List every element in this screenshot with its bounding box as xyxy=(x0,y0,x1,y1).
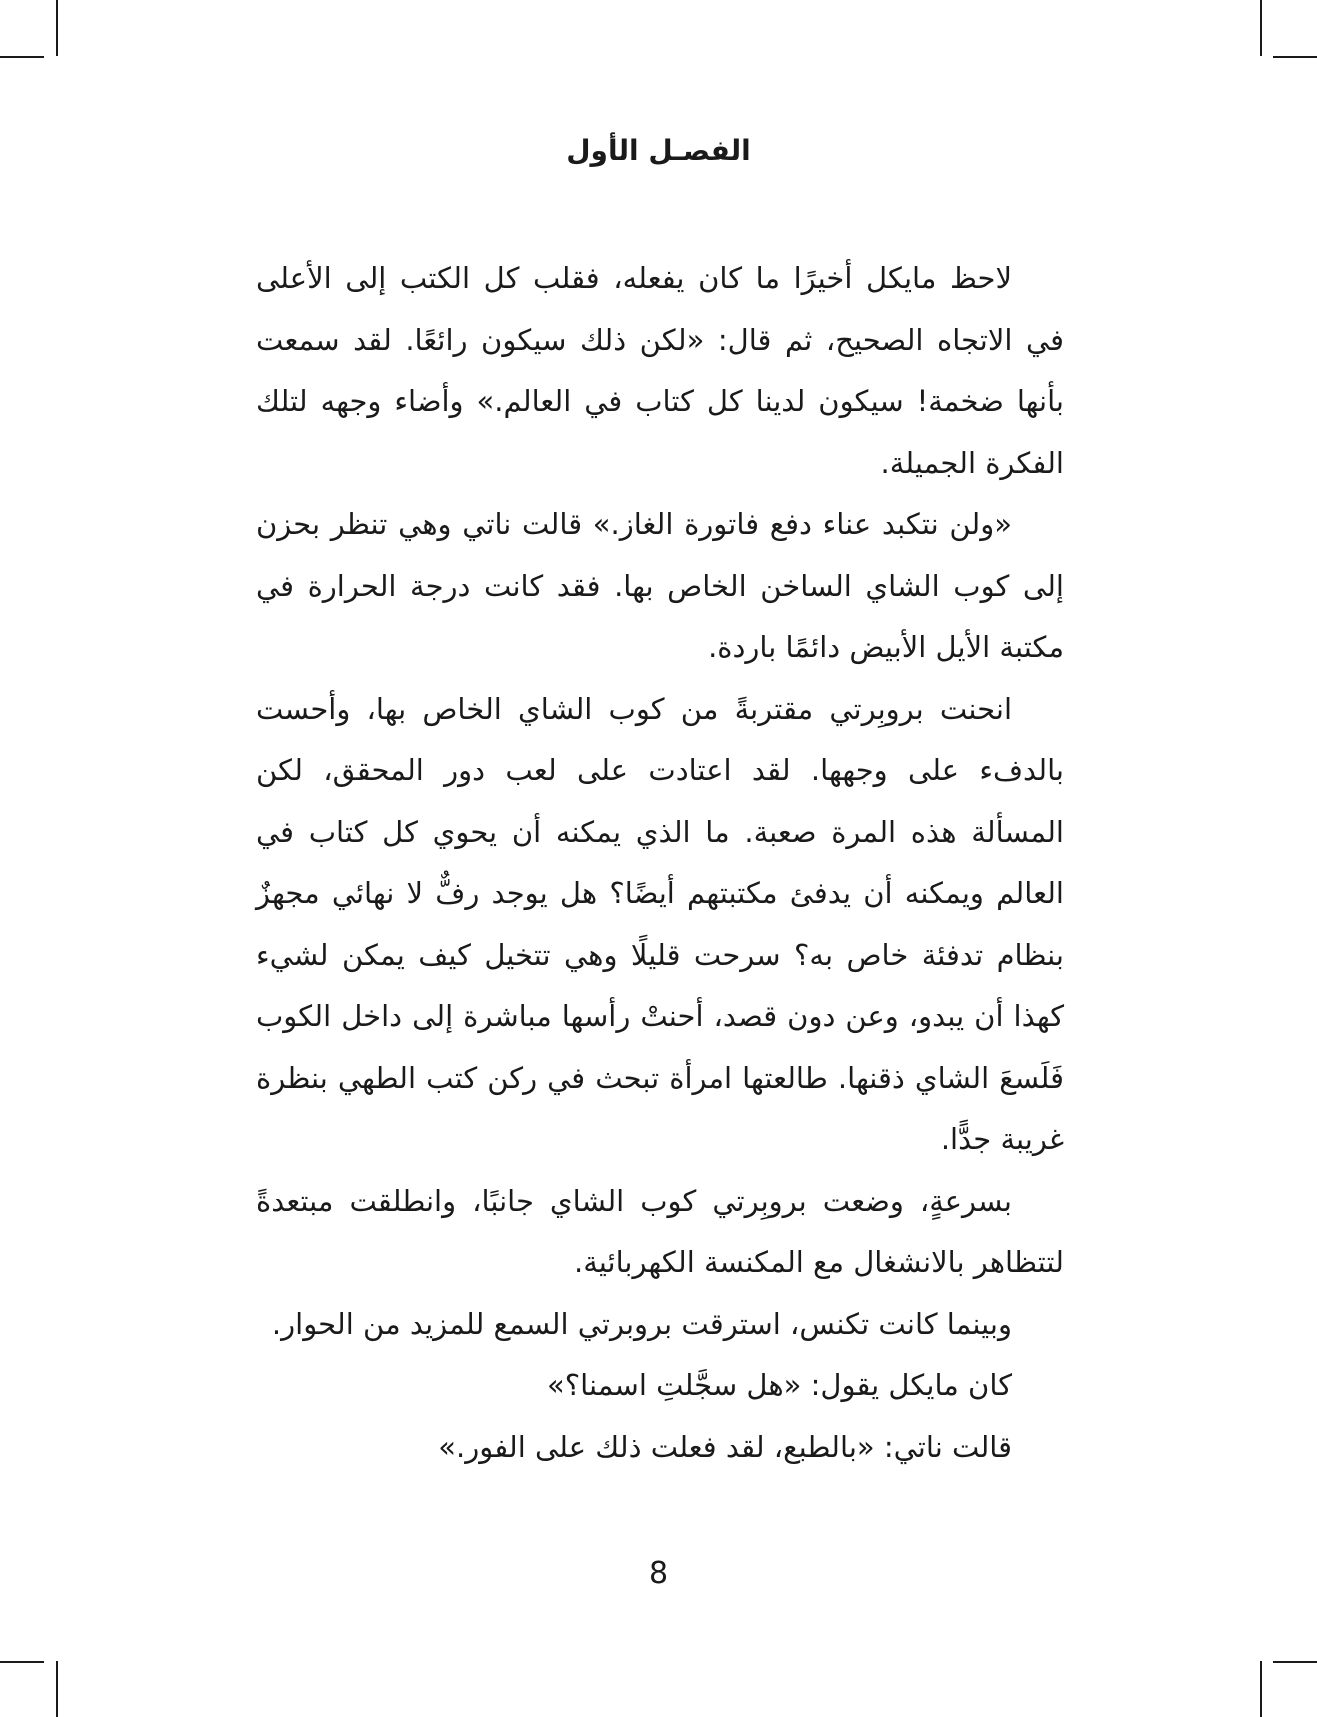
crop-mark-top-right xyxy=(1260,0,1262,56)
body-text xyxy=(256,248,1064,1478)
crop-mark-top-left xyxy=(56,0,58,56)
paragraph: كان مايكل يقول: «هل سجَّلتِ اسمنا؟» xyxy=(547,1368,1012,1402)
page-number: 8 xyxy=(648,1556,669,1591)
crop-mark-top-left-h xyxy=(0,56,44,58)
crop-mark-top-right-h xyxy=(1273,56,1317,58)
paragraph: بسرعةٍ، وضعت بروبِرتي كوب الشاي جانبًا، وانطلقت مبتعدةً لتتظاهر بالانشغال مع المكنسة الكهربائية. xyxy=(256,1183,1064,1279)
crop-mark-bottom-right xyxy=(1260,1661,1262,1717)
paragraph: «ولن نتكبد عناء دفع فاتورة الغاز.» قالت ناتي وهي تنظر بحزن إلى كوب الشاي الساخن الخاص بها. فقد كانت درجة الحرارة في مكتبة الأيل الأبيض دائمًا باردة. xyxy=(256,507,1064,664)
paragraph: لاحظ مايكل أخيرًا ما كان يفعله، فقلب كل الكتب إلى الأعلى في الاتجاه الصحيح، ثم قال: «لكن ذلك سيكون رائعًا. لقد سمعت بأنها ضخمة! سيكون لدينا كل كتاب في العالم.» وأضاء وجهه لتلك الفكرة الجميلة. xyxy=(256,261,1064,480)
paragraph: قالت ناتي: «بالطبع، لقد فعلت ذلك على الفور.» xyxy=(438,1429,1012,1464)
paragraph: وبينما كانت تكنس، استرقت بروبرتي السمع للمزيد من الحوار. xyxy=(271,1306,1012,1341)
crop-mark-bottom-right-h xyxy=(1273,1661,1317,1663)
crop-mark-bottom-left xyxy=(56,1661,58,1717)
chapter-title: الفصـل الأول xyxy=(566,134,751,167)
paragraph: انحنت بروبِرتي مقتربةً من كوب الشاي الخاص بها، وأحست بالدفء على وجهها. لقد اعتادت على لعب دور المحقق، لكن المسألة هذه المرة صعبة. ما الذي يمكنه أن يحوي كل كتاب في العالم ويمكنه أن يدفئ مكتبتهم أيضًا؟ هل يوجد رفٌّ لا نهائي مجهزٌ بنظام تدفئة خاص به؟ سرحت قليلًا وهي تتخيل كيف يمكن لشيء كهذا أن يبدو، وعن دون قصد، أحنتْ رأسها مباشرة إلى داخل الكوب فَلَسعَ الشاي ذقنها. طالعتها امرأة تبحث في ركن كتب الطهي بنظرة غريبة جدًّا. xyxy=(256,691,1064,1156)
crop-mark-bottom-left-h xyxy=(0,1661,44,1663)
